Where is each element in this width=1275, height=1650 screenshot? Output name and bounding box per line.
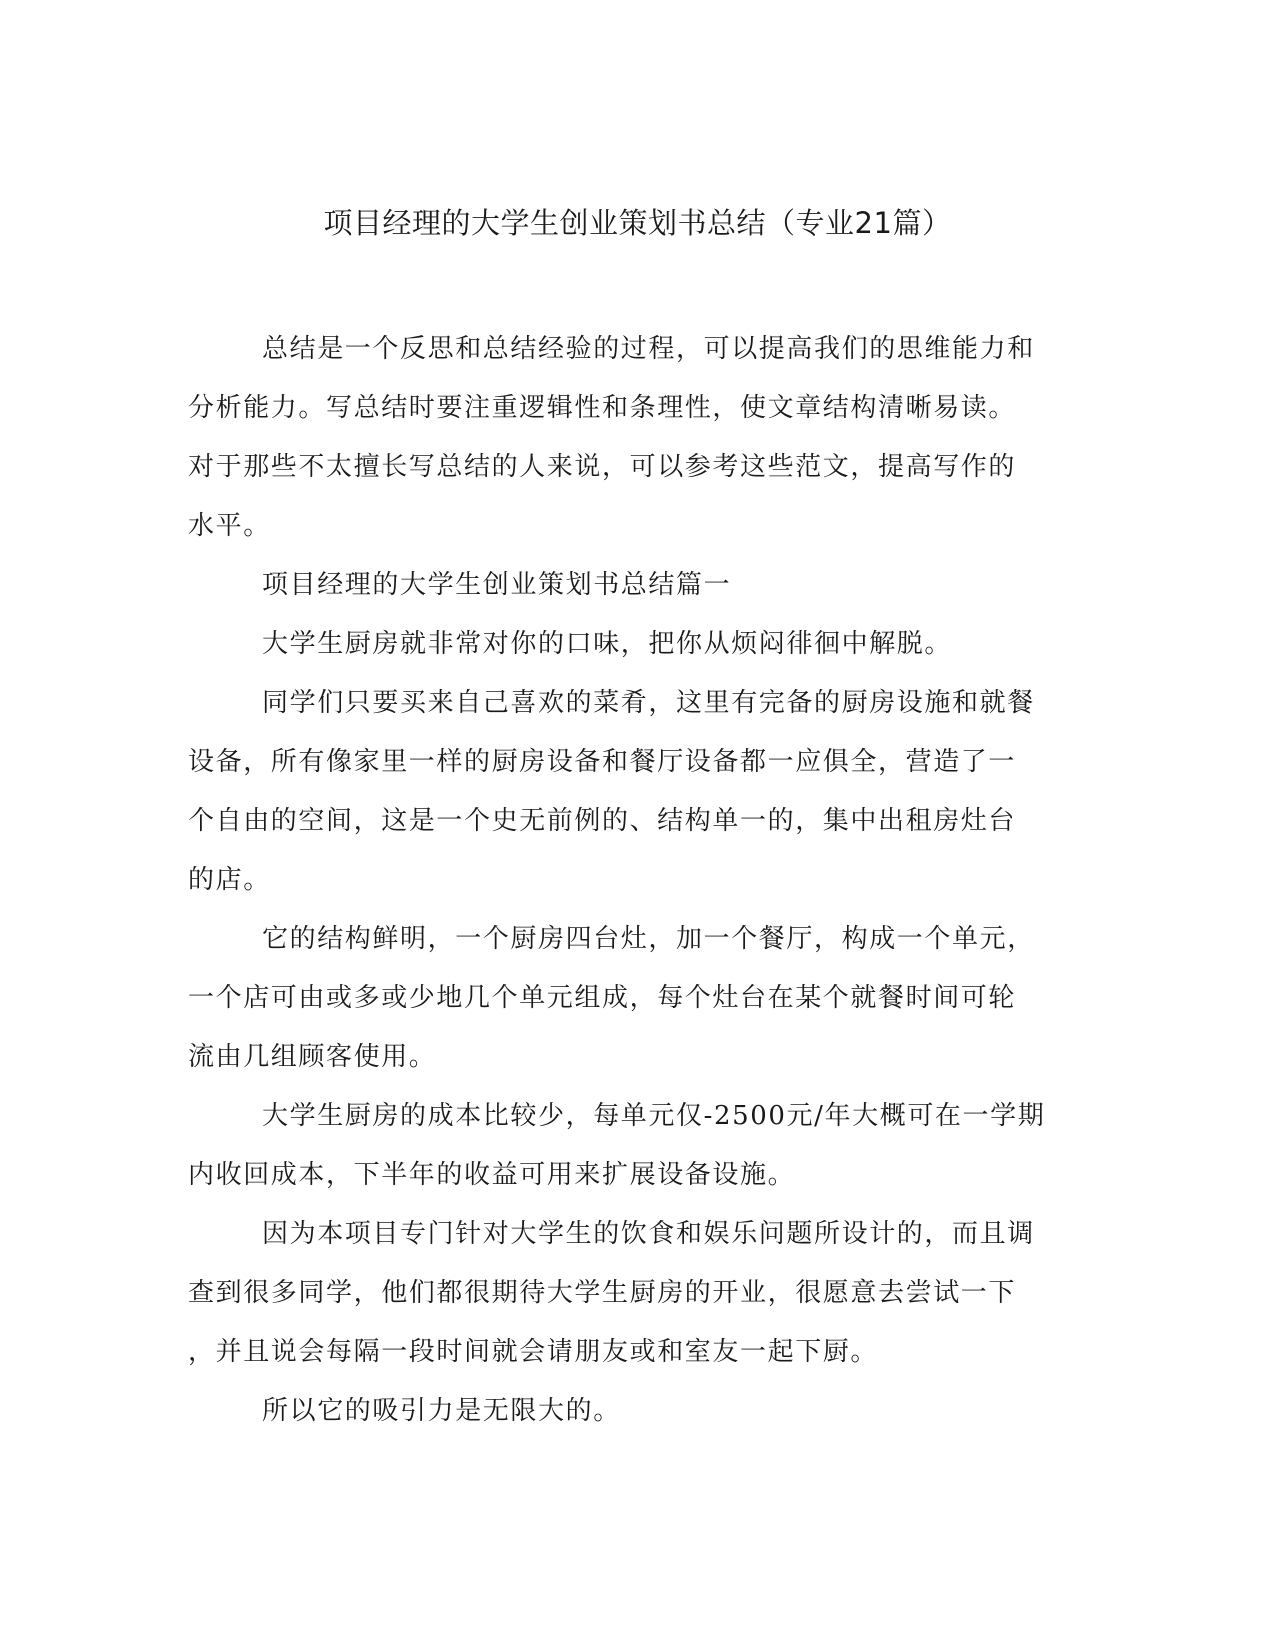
text-line: 流由几组顾客使用。 bbox=[188, 1042, 437, 1072]
document-title: 项目经理的大学生创业策划书总结（专业21篇） bbox=[323, 206, 952, 240]
text-line: 它的结构鲜明，一个厨房四台灶，加一个餐厅，构成一个单元， bbox=[262, 924, 1035, 954]
section-heading: 项目经理的大学生创业策划书总结篇一 bbox=[262, 570, 732, 600]
text-line: 同学们只要买来自己喜欢的菜肴，这里有完备的厨房设施和就餐 bbox=[262, 688, 1035, 718]
text-line: 对于那些不太擅长写总结的人来说，可以参考这些范文，提高写作的 bbox=[188, 452, 1017, 482]
text-line: 大学生厨房的成本比较少，每单元仅-2500元/年大概可在一学期 bbox=[262, 1101, 1046, 1131]
text-line: 的店。 bbox=[188, 865, 271, 895]
text-line: 分析能力。写总结时要注重逻辑性和条理性，使文章结构清晰易读。 bbox=[188, 393, 1017, 423]
text-line: 个自由的空间，这是一个史无前例的、结构单一的，集中出租房灶台 bbox=[188, 806, 1017, 836]
text-line: 设备，所有像家里一样的厨房设备和餐厅设备都一应俱全，营造了一 bbox=[188, 747, 1017, 777]
text-line: 内收回成本，下半年的收益可用来扩展设备设施。 bbox=[188, 1160, 796, 1190]
text-line: 查到很多同学，他们都很期待大学生厨房的开业，很愿意去尝试一下 bbox=[188, 1278, 1017, 1308]
text-line: 所以它的吸引力是无限大的。 bbox=[262, 1396, 621, 1426]
text-line: 总结是一个反思和总结经验的过程，可以提高我们的思维能力和 bbox=[262, 334, 1035, 364]
text-line: 大学生厨房就非常对你的口味，把你从烦闷徘徊中解脱。 bbox=[262, 629, 953, 659]
text-line: 一个店可由或多或少地几个单元组成，每个灶台在某个就餐时间可轮 bbox=[188, 983, 1017, 1013]
text-line: ，并且说会每隔一段时间就会请朋友或和室友一起下厨。 bbox=[188, 1337, 879, 1367]
text-line: 因为本项目专门针对大学生的饮食和娱乐问题所设计的，而且调 bbox=[262, 1219, 1035, 1249]
document-body bbox=[188, 320, 1088, 1441]
text-line: 水平。 bbox=[188, 511, 271, 541]
